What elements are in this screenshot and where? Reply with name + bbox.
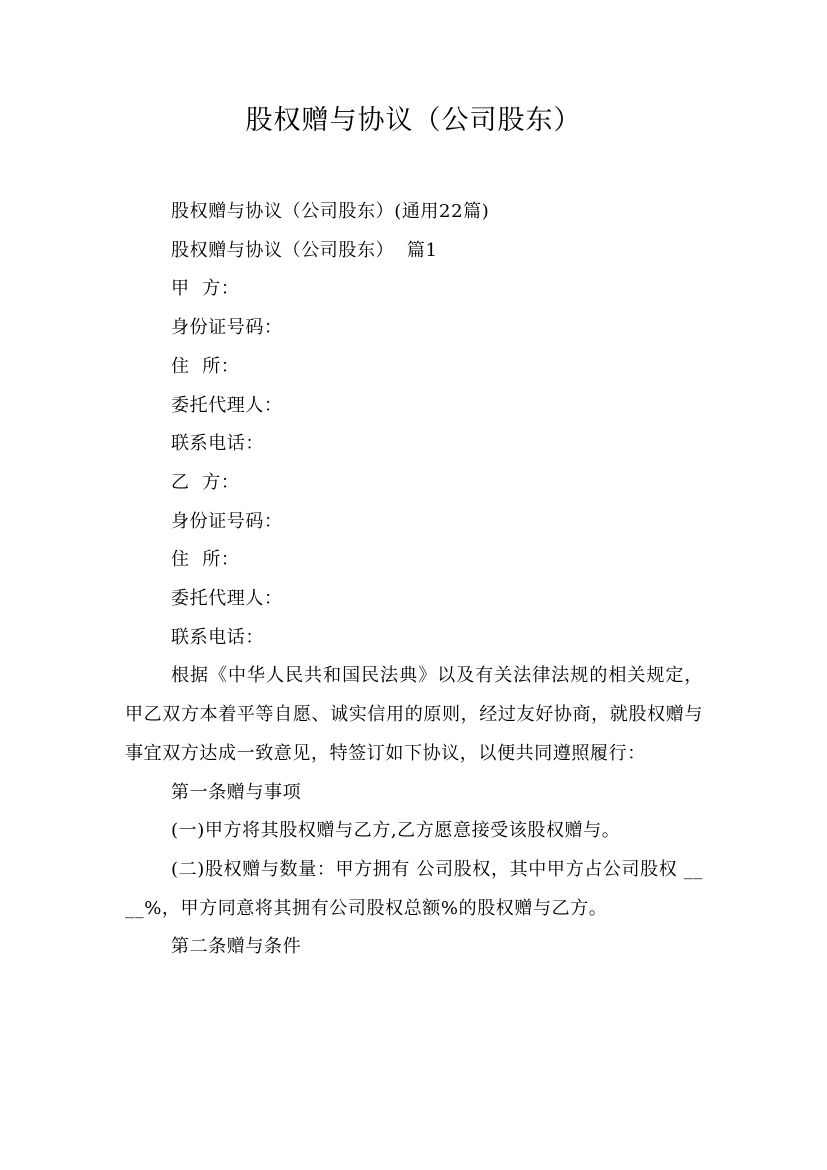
document-subtitle: 股权赠与协议（公司股东）(通用22篇) [171,201,490,222]
party-a-label: 甲 方： [171,278,240,300]
party-b-agent-label: 委托代理人： [171,588,283,610]
party-b-label: 乙 方： [171,471,240,493]
article-2-title: 第二条赠与条件 [171,936,302,958]
party-b-id-label: 身份证号码： [171,510,283,532]
party-b-phone-label: 联系电话： [171,626,264,648]
party-a-phone-label: 联系电话： [171,433,264,455]
article-1-item-1: (一)甲方将其股权赠与乙方,乙方愿意接受该股权赠与。 [171,820,621,842]
article-1-title: 第一条赠与事项 [171,781,302,803]
preamble-paragraph: 根据《中华人民共和国民法典》以及有关法律法规的相关规定，甲乙双方本着平等自愿、诚实信用的原则，经过友好协商，就股权赠与事宜双方达成一致意见，特签订如下协议，以便共同遵照履行： [125,665,703,764]
party-a-id-label: 身份证号码： [171,317,283,339]
document-body [125,193,703,967]
article-1-item-2: (二)股权赠与数量：甲方拥有 公司股权，其中甲方占公司股权 ____%，甲方同意将其拥有公司股权总额%的股权赠与乙方。 [125,858,703,919]
section-heading: 股权赠与协议（公司股东） 篇1 [171,239,438,261]
party-a-address-label: 住 所： [171,355,240,377]
party-a-agent-label: 委托代理人： [171,394,283,416]
party-b-address-label: 住 所： [171,549,240,571]
document-title: 股权赠与协议（公司股东） [245,105,582,136]
